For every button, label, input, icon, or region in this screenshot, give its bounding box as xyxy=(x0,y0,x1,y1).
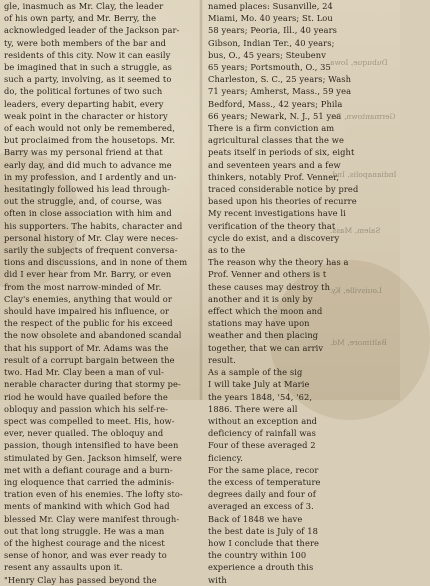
left-line: in my profession, and I ardently and un- xyxy=(4,171,177,182)
left-line: nerable character during that stormy pe- xyxy=(4,379,181,390)
left-line: ing eloquence that carried the adminis- xyxy=(4,476,175,487)
right-line: peats itself in periods of six, eight xyxy=(208,147,355,158)
right-line: the excess of temperature xyxy=(208,476,321,487)
right-line: averaged an excess of 3. xyxy=(208,501,314,512)
left-line: weak point in the character or history xyxy=(4,110,168,121)
left-line: that his support of Mr. Adams was the xyxy=(4,342,169,353)
left-line: ments of mankind with which God had xyxy=(4,501,170,512)
left-line: out that long struggle. He was a man xyxy=(4,525,165,536)
right-line: My recent investigations have li xyxy=(208,208,346,219)
right-line: 71 years; Amherst, Mass., 59 yea xyxy=(208,86,352,97)
left-line: tions and discussions, and in none of them xyxy=(4,257,188,268)
right-line: Prof. Venner and others is t xyxy=(208,269,327,280)
right-line: agricultural classes that the we xyxy=(208,135,345,146)
left-line: out the struggle, and, of course, was xyxy=(4,196,162,207)
right-line: deficiency of rainfall was xyxy=(208,428,316,439)
left-line: from the most narrow-minded of Mr. xyxy=(4,281,162,292)
right-line: cycle do exist, and a discovery xyxy=(208,232,340,243)
right-line: stations may have upon xyxy=(208,318,310,329)
right-line: Bedford, Mass., 42 years; Phila xyxy=(208,98,343,109)
left-line: sarily the subjects of frequent conversa- xyxy=(4,245,178,256)
right-line: without an exception and xyxy=(208,415,318,426)
left-line: be imagined that in such a struggle, as xyxy=(4,62,173,73)
right-line: As a sample of the sig xyxy=(208,367,303,378)
left-line: leaders, every departing habit, every xyxy=(4,98,164,109)
right-line: Back of 1848 we have xyxy=(208,513,303,524)
left-line: resent any assaults upon it. xyxy=(4,562,123,573)
column-gutter xyxy=(199,0,203,400)
left-line: sense of honor, and was ever ready to xyxy=(4,550,167,561)
left-line: ever, never quailed. The obloquy and xyxy=(4,428,164,439)
right-line: with xyxy=(208,574,227,585)
right-line: the country within 100 xyxy=(208,550,307,561)
right-line: these causes may destroy th xyxy=(208,281,331,292)
right-line: verification of the theory that xyxy=(208,220,336,231)
right-line: 1886. There were all xyxy=(208,403,298,414)
left-line: of the highest courage and the nicest xyxy=(4,537,165,548)
right-line: degrees daily and four of xyxy=(208,489,316,500)
right-line: effect which the moon and xyxy=(208,306,323,317)
left-line: the respect of the public for his exceed xyxy=(4,318,173,329)
right-line: Gibson, Indian Ter., 40 years; xyxy=(208,37,335,48)
right-line: traced considerable notice by pred xyxy=(208,184,359,195)
right-line: Miami, Mo. 40 years; St. Lou xyxy=(208,13,333,24)
left-line: hesitatingly followed his lead through- xyxy=(4,184,171,195)
right-line: result. xyxy=(208,354,236,365)
right-line: I will take July at Marie xyxy=(208,379,310,390)
left-line: should have impaired his influence, or xyxy=(4,306,170,317)
right-line: thinkers, notably Prof. Venner, xyxy=(208,171,340,182)
bleed-through-text: Baltimore, Md. xyxy=(330,338,388,347)
right-line: the years 1848, '54, '62, xyxy=(208,391,313,402)
right-line: ficiency. xyxy=(208,452,244,463)
left-line: such a party, involving, as it seemed to xyxy=(4,74,172,85)
right-line: as to the xyxy=(208,245,246,256)
left-line: Barry was my personal friend at that xyxy=(4,147,163,158)
right-line: Four of these averaged 2 xyxy=(208,440,316,451)
right-line: named places: Susanville, 24 xyxy=(208,1,333,11)
right-line: The reason why the theory has a xyxy=(208,257,349,268)
left-line: did I ever hear from Mr. Barry, or even xyxy=(4,269,172,280)
bleed-through-text: Germantown, Pa. xyxy=(330,112,396,121)
article-column-left xyxy=(4,0,194,585)
right-line: 66 years; Newark, N. J., 51 yea xyxy=(208,110,342,121)
left-line: tration even of his enemies. The lofty sto- xyxy=(4,489,183,500)
right-line: experience a drouth this xyxy=(208,562,314,573)
left-line: spect was compelled to meet. His, how- xyxy=(4,415,175,426)
right-line: For the same place, recor xyxy=(208,464,319,475)
left-line: of each would not only be remembered, xyxy=(4,123,175,134)
left-line: "Henry Clay has passed beyond the xyxy=(4,574,157,585)
left-line: two. Had Mr. Clay been a man of vul- xyxy=(4,367,165,378)
bleed-through-text: Dubuque, Iowa xyxy=(330,58,388,67)
left-line: the now obsolete and abandoned scandal xyxy=(4,330,182,341)
right-line: how I conclude that there xyxy=(208,537,320,548)
left-line: Clay's enemies, anything that would or xyxy=(4,293,172,304)
left-line: his supporters. The habits, character and xyxy=(4,220,183,231)
bleed-through-text: Indianapolis, Ind. xyxy=(330,170,397,179)
right-line: Charleston, S. C., 25 years; Wash xyxy=(208,74,352,85)
left-line: acknowledged leader of the Jackson par- xyxy=(4,25,180,36)
left-line: often in close association with him and xyxy=(4,208,172,219)
left-line: personal history of Mr. Clay were neces- xyxy=(4,232,179,243)
bleed-through-text: Salem, Mass. xyxy=(330,226,381,235)
right-line: another and it is only by xyxy=(208,293,313,304)
left-line: ty, were both members of the bar and xyxy=(4,37,167,48)
right-line: together, that we can arriv xyxy=(208,342,324,353)
left-line: obloquy and passion which his self-re- xyxy=(4,403,169,414)
right-line: bus, O., 45 years; Steubenv xyxy=(208,49,327,60)
left-line: but proclaimed from the housetops. Mr. xyxy=(4,135,176,146)
left-line: riod he would have quailed before the xyxy=(4,391,168,402)
left-line: of his own party, and Mr. Berry, the xyxy=(4,13,157,24)
left-line: passion, though intensified to have been xyxy=(4,440,179,451)
left-line: early day, and did much to advance me xyxy=(4,159,172,170)
left-line: met with a defiant courage and a burn- xyxy=(4,464,173,475)
bleed-through-text: Louisville, Ky. xyxy=(330,286,382,295)
right-line: weather and then placing xyxy=(208,330,319,341)
left-line: residents of this city. Now it can easily xyxy=(4,49,171,60)
left-line: gle, inasmuch as Mr. Clay, the leader xyxy=(4,1,164,11)
left-line: blessed Mr. Clay were manifest through- xyxy=(4,513,180,524)
left-line: result of a corrupt bargain between the xyxy=(4,354,175,365)
right-line: 65 years; Portsmouth, O., 35 xyxy=(208,62,331,73)
right-line: based upon his theories of recurre xyxy=(208,196,357,207)
right-line: and seventeen years and a few xyxy=(208,159,341,170)
left-line: stimulated by Gen. Jackson himself, were xyxy=(4,452,182,463)
right-line: There is a firm conviction am xyxy=(208,123,335,134)
right-line: 58 years; Peoria, Ill., 40 years xyxy=(208,25,338,36)
right-line: the best date is July of 18 xyxy=(208,525,318,536)
left-line: do, the political fortunes of two such xyxy=(4,86,163,97)
